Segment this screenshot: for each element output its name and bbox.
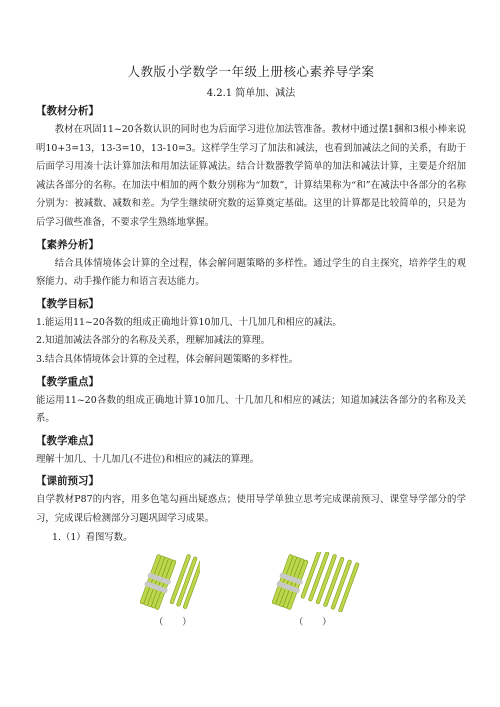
- answer-blank-right[interactable]: （ ）: [294, 616, 332, 628]
- difficulties-text: 理解十加几、十几加几(不进位)和相应的减法的算理。: [36, 453, 259, 465]
- document-page: [36, 62, 466, 632]
- preview-text: 自学教材P87的内容，用多色笔勾画出疑惑点；使用导学单独立思考完成课前预习、课堂导学部分的学习，完成课后检测部分习题巩固学习成果。: [36, 494, 466, 524]
- analysis-text: 教材在巩固11~20各数认识的同时也为后面学习进位加法管准备。教材中通过摆1捆和3根小棒来说明10+3=13，13-3=10，13-10=3。这样学生学习了加法和减法，也看到加减法之间的关系，有助于后面学习用凑十法计算加法和用加法证算减法。结合计数器教学简单的加法和减法计算，主要是介绍加减法各部分的名称。在加法中相加的两个数分别称为“加数”，计算结果称为“和”在减法中各部分的名称分别为：被减数、减数和差。为学生继续研究数的运算奠定基础。这里的计算都是比较简单的，只是为后学习做些准备，不要求学生熟练地掌握。: [36, 124, 466, 228]
- difficulties-heading: 【教学难点】: [36, 434, 99, 447]
- goal-item-2: 2.知道加减法各部分的名称及关系，理解加减法的算理。: [36, 335, 270, 347]
- counting-sticks-area: [36, 547, 466, 632]
- answer-blank-left[interactable]: （ ）: [154, 616, 192, 628]
- document-title: 人教版小学数学一年级上册核心素养导学案: [127, 64, 375, 79]
- preview-heading: 【课前预习】: [36, 475, 99, 488]
- literacy-heading: 【素养分析】: [36, 238, 99, 251]
- left-sticks-illustration: [140, 552, 200, 612]
- goals-heading: 【教学目标】: [36, 297, 99, 310]
- goal-item-3: 3.结合具体情境体会计算的全过程，体会解问题策略的多样性。: [36, 353, 299, 365]
- stick-bundle-icon: [272, 553, 310, 610]
- goal-item-1: 1.能运用11~20各数的组成正确地计算10加几、十几加几和相应的减法。: [36, 316, 342, 328]
- loose-sticks-icon: [301, 552, 360, 612]
- key-points-text: 能运用11~20各数的组成正确地计算10加几、十几加几和相应的减法；知道加减法各部分的名称及关系。: [36, 394, 466, 425]
- literacy-text: 结合具体情境体会计算的全过程，体会解问题策略的多样性。通过学生的自主探究，培养学生的观察能力、动手操作能力和语言表达能力。: [36, 257, 466, 288]
- right-sticks-illustration: [272, 552, 364, 612]
- question-label: 1.（1）看图写数。: [52, 531, 133, 543]
- analysis-heading: 【教材分析】: [36, 105, 99, 117]
- key-points-heading: 【教学重点】: [36, 375, 99, 388]
- lesson-subtitle: 4.2.1 简单加、减法: [206, 88, 296, 99]
